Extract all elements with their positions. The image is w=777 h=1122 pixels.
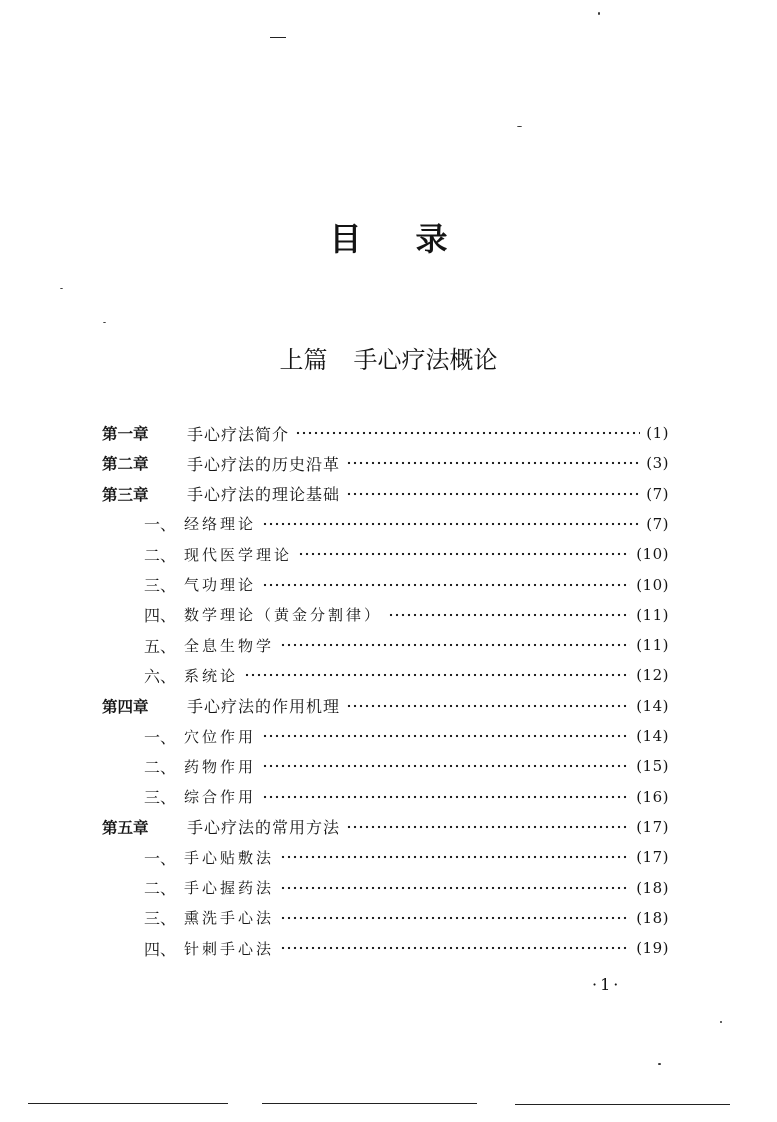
- section-title: 全息生物学: [184, 636, 275, 655]
- dot-leader: [280, 886, 630, 890]
- page-ref: (11): [636, 636, 669, 655]
- section-title: 手心贴敷法: [184, 848, 275, 867]
- page-ref: (14): [636, 727, 669, 745]
- page-ref: (19): [636, 939, 669, 958]
- title-char-1: 目: [329, 220, 362, 258]
- scan-speck: [60, 288, 63, 289]
- section-index: 三、: [144, 909, 177, 929]
- section-index: 二、: [144, 545, 177, 565]
- section-title: 数学理论（黄金分割律）: [184, 606, 383, 625]
- toc-chapter-row: [0, 812, 777, 842]
- section-title: 手心握药法: [184, 879, 275, 897]
- scan-speck: [720, 1021, 722, 1023]
- dot-leader: [262, 795, 630, 799]
- scan-speck: [598, 12, 600, 15]
- section-title: 药物作用: [184, 757, 257, 776]
- toc-section-row: [0, 570, 777, 600]
- page-ref: (18): [636, 878, 669, 897]
- chapter-title: 手心疗法的历史沿革: [187, 454, 341, 474]
- section-index: 三、: [144, 788, 177, 808]
- toc-section-row: [0, 630, 777, 660]
- section-title: 穴位作用: [184, 727, 257, 746]
- dot-leader: [280, 946, 630, 950]
- dot-leader: [262, 583, 630, 587]
- section-index: 四、: [144, 606, 177, 626]
- chapter-index: 第二章: [102, 455, 149, 474]
- toc-section-row: [0, 721, 777, 751]
- page-ref: (10): [636, 575, 669, 594]
- dot-leader: [262, 764, 630, 768]
- dot-leader: [346, 461, 640, 465]
- page-ref: (10): [636, 545, 669, 564]
- dot-leader: [298, 552, 630, 556]
- section-index: 一、: [144, 848, 177, 868]
- section-index: 三、: [144, 576, 177, 595]
- section-index: 二、: [144, 879, 177, 898]
- scan-line: [270, 37, 286, 38]
- scan-line: [515, 1104, 730, 1105]
- toc-section-row: [0, 539, 777, 569]
- toc-section-row: [0, 600, 777, 630]
- page-ref: (7): [646, 514, 669, 533]
- page-ref: (11): [636, 605, 669, 624]
- page-ref: (16): [636, 787, 669, 806]
- toc-chapter-row: [0, 691, 777, 721]
- page-ref: (14): [636, 696, 669, 715]
- chapter-title: 手心疗法的作用机理: [187, 697, 341, 717]
- scan-speck: [103, 322, 106, 323]
- page-number: ·1·: [592, 975, 622, 994]
- page-title: [0, 214, 777, 260]
- chapter-title: 手心疗法的常用方法: [187, 818, 341, 838]
- scan-speck: [658, 1063, 661, 1065]
- toc-section-row: [0, 660, 777, 690]
- page-ref: (17): [636, 848, 669, 867]
- chapter-index: 第三章: [102, 485, 149, 504]
- section-title: 现代医学理论: [184, 545, 293, 564]
- dot-leader: [262, 522, 640, 526]
- toc-section-row: [0, 751, 777, 781]
- toc-chapter-row: [0, 448, 777, 478]
- toc-section-row: [0, 933, 777, 963]
- section-index: 一、: [144, 727, 177, 747]
- section-index: 四、: [144, 939, 177, 959]
- dot-leader: [388, 613, 630, 617]
- toc-section-row: [0, 782, 777, 812]
- page-ref: (18): [636, 908, 669, 927]
- chapter-title: 手心疗法的理论基础: [187, 485, 341, 505]
- section-title: 综合作用: [184, 788, 257, 807]
- chapter-index: 第一章: [102, 425, 149, 443]
- dot-leader: [280, 855, 630, 859]
- section-title: 经络理论: [184, 515, 257, 534]
- part-name: 手心疗法概论: [353, 346, 498, 374]
- dot-leader: [280, 643, 630, 647]
- part-label: 上篇: [279, 346, 328, 374]
- scan-speck: [517, 126, 522, 127]
- page-ref: (15): [636, 757, 669, 776]
- dot-leader: [280, 916, 630, 920]
- chapter-index: 第四章: [102, 697, 149, 716]
- dot-leader: [346, 704, 630, 708]
- toc-chapter-row: [0, 479, 777, 509]
- toc-section-row: [0, 873, 777, 903]
- section-title: 气功理论: [184, 576, 257, 594]
- dot-leader: [244, 673, 630, 677]
- dot-leader: [346, 825, 630, 829]
- page-ref: (1): [646, 424, 669, 442]
- section-index: 一、: [144, 515, 177, 535]
- toc-section-row: [0, 903, 777, 933]
- page-ref: (3): [646, 454, 669, 473]
- toc-section-row: [0, 509, 777, 539]
- section-index: 二、: [144, 757, 177, 777]
- chapter-index: 第五章: [102, 818, 149, 837]
- toc-chapter-row: [0, 418, 777, 448]
- title-char-2: 录: [415, 220, 448, 258]
- section-title: 熏洗手心法: [184, 909, 275, 928]
- section-title: 系统论: [184, 666, 239, 685]
- section-index: 六、: [144, 666, 177, 686]
- dot-leader: [262, 734, 630, 738]
- section-title: 针刺手心法: [184, 939, 275, 958]
- toc-section-row: [0, 842, 777, 872]
- dot-leader: [295, 431, 640, 435]
- page-ref: (17): [636, 817, 669, 836]
- dot-leader: [346, 492, 640, 496]
- scan-line: [28, 1103, 228, 1104]
- page-ref: (12): [636, 666, 669, 685]
- part-heading: [0, 340, 777, 375]
- chapter-title: 手心疗法简介: [187, 424, 290, 444]
- scan-line: [262, 1103, 477, 1104]
- page-ref: (7): [646, 484, 669, 503]
- section-index: 五、: [144, 636, 177, 656]
